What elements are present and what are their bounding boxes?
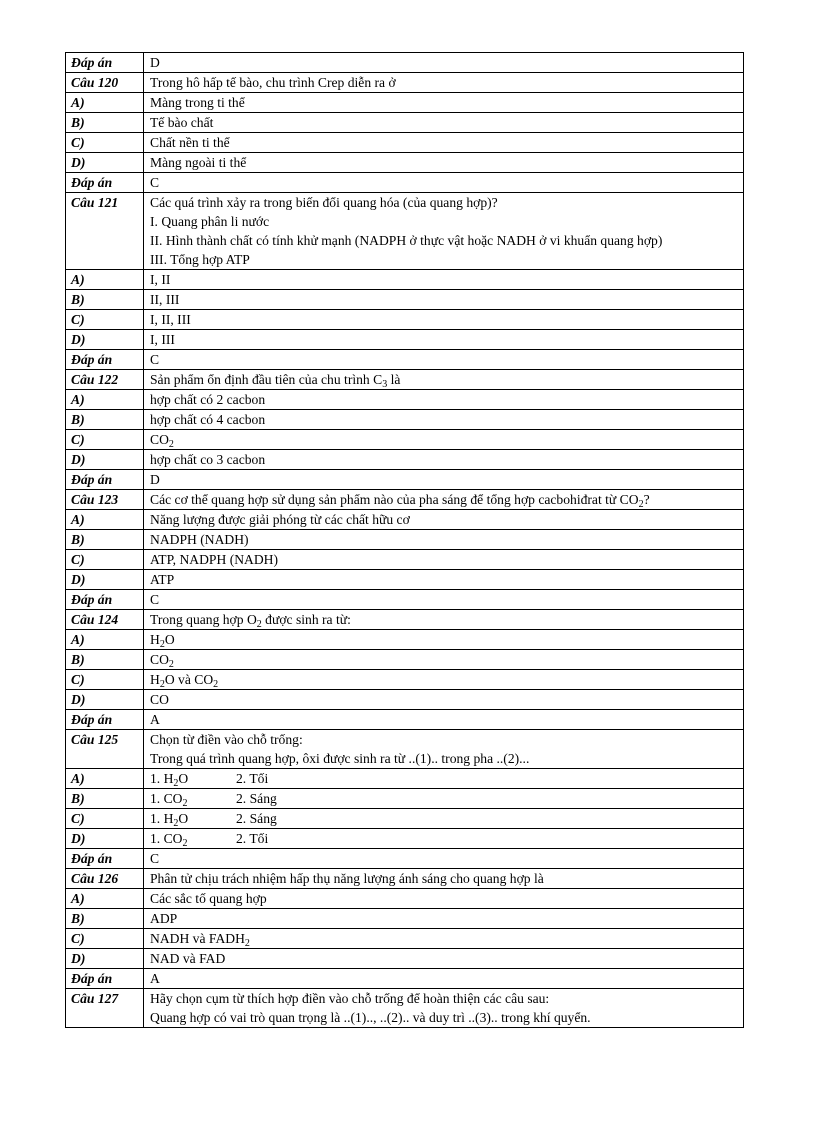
question-row: [66, 869, 744, 889]
option-row: [66, 690, 744, 710]
option-label: A): [66, 93, 144, 113]
quiz-table: [65, 52, 744, 1028]
text-run: Màng trong ti thể: [150, 95, 245, 110]
option-text: [144, 650, 744, 670]
text-line: [150, 749, 737, 768]
option-label: B): [66, 789, 144, 809]
text-line: [150, 949, 737, 968]
option-label: A): [66, 889, 144, 909]
answer-row: [66, 173, 744, 193]
text-run: Các sắc tố quang hợp: [150, 891, 267, 906]
subscript: 2: [213, 679, 219, 690]
option-label: C): [66, 809, 144, 829]
text-run: Chọn từ điền vào chỗ trống:: [150, 732, 303, 747]
question-text: [144, 370, 744, 390]
subscript: 2: [173, 778, 179, 789]
question-text: [144, 490, 744, 510]
text-run: Trong hô hấp tế bào, chu trình Crep diễn ra ở: [150, 75, 396, 90]
option-label: A): [66, 510, 144, 530]
text-run: O: [164, 632, 175, 647]
text-line: [150, 93, 737, 112]
text-run: 2. Sáng: [236, 791, 277, 806]
answer-label: Đáp án: [66, 590, 144, 610]
option-text: [144, 690, 744, 710]
text-line: [150, 1008, 737, 1027]
answer-value: [144, 590, 744, 610]
text-run: III. Tổng hợp ATP: [150, 252, 250, 267]
text-run: Chất nền ti thể: [150, 135, 230, 150]
option-text: [144, 530, 744, 550]
text-run: 1. CO: [150, 791, 183, 806]
answer-row: [66, 710, 744, 730]
option-text: [144, 113, 744, 133]
option-label: B): [66, 290, 144, 310]
text-line: [150, 869, 737, 888]
text-run: CO: [150, 432, 169, 447]
option-label: D): [66, 570, 144, 590]
option-row: [66, 650, 744, 670]
text-line: [150, 849, 737, 868]
text-run: 2. Tối: [236, 831, 269, 846]
option-text: [144, 789, 744, 809]
option-label: A): [66, 390, 144, 410]
tab-column: [150, 829, 236, 848]
text-run: ATP: [150, 572, 175, 587]
text-line: [150, 113, 737, 132]
text-run: H: [150, 632, 160, 647]
option-label: B): [66, 650, 144, 670]
option-row: [66, 670, 744, 690]
option-row: [66, 769, 744, 789]
option-text: [144, 889, 744, 909]
text-run: Các cơ thể quang hợp sử dụng sản phẩm nào của pha sáng để tổng hợp cacbohiđrat từ CO: [150, 492, 639, 507]
option-row: [66, 929, 744, 949]
question-number: Câu 123: [66, 490, 144, 510]
answer-label: Đáp án: [66, 173, 144, 193]
text-run: NADPH (NADH): [150, 532, 249, 547]
option-label: C): [66, 929, 144, 949]
question-number: Câu 124: [66, 610, 144, 630]
option-label: B): [66, 530, 144, 550]
option-label: B): [66, 113, 144, 133]
option-label: A): [66, 270, 144, 290]
question-row: [66, 73, 744, 93]
text-run: ?: [643, 492, 650, 507]
option-label: A): [66, 630, 144, 650]
text-line: [150, 809, 737, 828]
option-row: [66, 270, 744, 290]
answer-row: [66, 53, 744, 73]
option-row: [66, 113, 744, 133]
option-label: A): [66, 769, 144, 789]
option-label: D): [66, 690, 144, 710]
question-text: [144, 610, 744, 630]
option-text: [144, 290, 744, 310]
answer-value: [144, 710, 744, 730]
subscript: 2: [182, 798, 188, 809]
text-line: [150, 53, 737, 72]
option-text: [144, 570, 744, 590]
option-row: [66, 949, 744, 969]
text-run: A: [150, 712, 160, 727]
text-line: [150, 450, 737, 469]
option-row: [66, 133, 744, 153]
option-label: D): [66, 450, 144, 470]
option-label: D): [66, 949, 144, 969]
option-row: [66, 570, 744, 590]
question-number: Câu 125: [66, 730, 144, 769]
option-row: [66, 390, 744, 410]
answer-label: Đáp án: [66, 53, 144, 73]
option-text: [144, 410, 744, 430]
text-run: H: [150, 672, 160, 687]
text-run: I, II: [150, 272, 171, 287]
subscript: 2: [638, 499, 644, 510]
option-row: [66, 889, 744, 909]
text-line: [150, 193, 737, 212]
option-row: [66, 410, 744, 430]
answer-value: [144, 53, 744, 73]
tab-column: [150, 809, 236, 828]
text-line: [150, 490, 737, 509]
text-line: [150, 173, 737, 192]
text-run: Năng lượng được giải phóng từ các chất hữu cơ: [150, 512, 410, 527]
option-row: [66, 310, 744, 330]
text-run: hợp chất có 2 cacbon: [150, 392, 266, 407]
answer-row: [66, 590, 744, 610]
option-text: [144, 510, 744, 530]
option-row: [66, 829, 744, 849]
text-run: Các quá trình xảy ra trong biến đổi quang hóa (của quang hợp)?: [150, 195, 498, 210]
text-run: O và CO: [164, 672, 214, 687]
text-line: [150, 909, 737, 928]
option-text: [144, 153, 744, 173]
text-run: Màng ngoài ti thể: [150, 155, 247, 170]
text-line: [150, 670, 737, 689]
text-line: [150, 730, 737, 749]
text-line: [150, 550, 737, 569]
answer-value: [144, 969, 744, 989]
subscript: 2: [244, 938, 250, 949]
option-text: [144, 909, 744, 929]
question-text: [144, 73, 744, 93]
text-run: 2. Sáng: [236, 811, 277, 826]
option-text: [144, 310, 744, 330]
text-line: [150, 153, 737, 172]
answer-label: Đáp án: [66, 350, 144, 370]
text-run: 1. H: [150, 771, 174, 786]
option-text: [144, 809, 744, 829]
text-line: [150, 250, 737, 269]
option-text: [144, 949, 744, 969]
option-row: [66, 909, 744, 929]
text-run: C: [150, 592, 160, 607]
subscript: 2: [173, 818, 179, 829]
text-run: A: [150, 971, 160, 986]
question-number: Câu 122: [66, 370, 144, 390]
subscript: 2: [159, 679, 165, 690]
text-run: hợp chất có 4 cacbon: [150, 412, 266, 427]
text-line: [150, 470, 737, 489]
option-row: [66, 450, 744, 470]
text-line: [150, 769, 737, 788]
tab-column: [150, 789, 236, 808]
text-run: Sản phẩm ổn định đầu tiên của chu trình C: [150, 372, 383, 387]
text-run: O: [178, 771, 189, 786]
text-run: là: [387, 372, 401, 387]
option-text: [144, 829, 744, 849]
text-run: 2. Tối: [236, 771, 269, 786]
text-run: Hãy chọn cụm từ thích hợp điền vào chỗ trống để hoàn thiện các câu sau:: [150, 991, 550, 1006]
text-run: C: [150, 851, 160, 866]
option-row: [66, 789, 744, 809]
answer-row: [66, 350, 744, 370]
answer-label: Đáp án: [66, 849, 144, 869]
option-row: [66, 630, 744, 650]
subscript: 2: [256, 619, 262, 630]
text-line: [150, 889, 737, 908]
text-line: [150, 590, 737, 609]
option-text: [144, 133, 744, 153]
text-line: [150, 330, 737, 349]
text-line: [150, 530, 737, 549]
question-row: [66, 730, 744, 769]
text-line: [150, 410, 737, 429]
option-row: [66, 430, 744, 450]
answer-label: Đáp án: [66, 969, 144, 989]
text-line: [150, 650, 737, 669]
option-row: [66, 809, 744, 829]
text-run: D: [150, 472, 160, 487]
option-label: D): [66, 330, 144, 350]
text-line: [150, 270, 737, 289]
option-text: [144, 330, 744, 350]
subscript: 2: [182, 838, 188, 849]
answer-value: [144, 350, 744, 370]
text-run: C: [150, 175, 160, 190]
answer-value: [144, 849, 744, 869]
option-text: [144, 630, 744, 650]
answer-row: [66, 849, 744, 869]
text-line: [150, 989, 737, 1008]
text-run: Quang hợp có vai trò quan trọng là ..(1).., ..(2).. và duy trì ..(3).. trong khí quyển.: [150, 1010, 591, 1025]
text-run: I. Quang phân li nước: [150, 214, 270, 229]
option-row: [66, 510, 744, 530]
text-line: [150, 510, 737, 529]
option-text: [144, 550, 744, 570]
question-row: [66, 370, 744, 390]
text-line: [150, 710, 737, 729]
question-number: Câu 121: [66, 193, 144, 270]
option-row: [66, 153, 744, 173]
tab-column: [150, 769, 236, 788]
option-text: [144, 769, 744, 789]
text-line: [150, 350, 737, 369]
option-text: [144, 929, 744, 949]
text-line: [150, 390, 737, 409]
option-label: D): [66, 829, 144, 849]
text-run: Tế bào chất: [150, 115, 214, 130]
question-row: [66, 490, 744, 510]
text-line: [150, 310, 737, 329]
option-row: [66, 93, 744, 113]
question-text: [144, 193, 744, 270]
option-row: [66, 550, 744, 570]
text-run: ATP, NADPH (NADH): [150, 552, 279, 567]
text-run: CO: [150, 652, 169, 667]
option-row: [66, 290, 744, 310]
answer-label: Đáp án: [66, 710, 144, 730]
text-run: 1. H: [150, 811, 174, 826]
text-line: [150, 570, 737, 589]
subscript: 3: [382, 379, 388, 390]
option-row: [66, 530, 744, 550]
text-line: [150, 290, 737, 309]
subscript: 2: [168, 659, 174, 670]
text-line: [150, 969, 737, 988]
text-run: NADH và FADH: [150, 931, 245, 946]
answer-value: [144, 470, 744, 490]
question-row: [66, 193, 744, 270]
option-row: [66, 330, 744, 350]
question-row: [66, 989, 744, 1028]
question-text: [144, 730, 744, 769]
text-run: I, III: [150, 332, 175, 347]
text-run: II, III: [150, 292, 180, 307]
question-row: [66, 610, 744, 630]
subscript: 2: [159, 639, 165, 650]
text-run: C: [150, 352, 160, 367]
text-line: [150, 630, 737, 649]
option-label: C): [66, 310, 144, 330]
option-text: [144, 670, 744, 690]
answer-label: Đáp án: [66, 470, 144, 490]
question-text: [144, 869, 744, 889]
text-line: [150, 610, 737, 629]
quiz-table-body: [66, 53, 744, 1028]
question-number: Câu 127: [66, 989, 144, 1028]
text-line: [150, 370, 737, 389]
answer-row: [66, 470, 744, 490]
text-run: D: [150, 55, 160, 70]
text-run: Phân tử chịu trách nhiệm hấp thụ năng lượng ánh sáng cho quang hợp là: [150, 871, 544, 886]
text-line: [150, 133, 737, 152]
text-line: [150, 231, 737, 250]
question-number: Câu 120: [66, 73, 144, 93]
option-label: C): [66, 670, 144, 690]
option-text: [144, 430, 744, 450]
option-label: D): [66, 153, 144, 173]
text-run: II. Hình thành chất có tính khử mạnh (NADPH ở thực vật hoặc NADH ở vi khuẩn quang hợp): [150, 233, 663, 248]
text-run: hợp chất co 3 cacbon: [150, 452, 266, 467]
subscript: 2: [168, 439, 174, 450]
text-run: 1. CO: [150, 831, 183, 846]
answer-row: [66, 969, 744, 989]
text-run: CO: [150, 692, 169, 707]
question-number: Câu 126: [66, 869, 144, 889]
text-run: O: [178, 811, 189, 826]
text-line: [150, 212, 737, 231]
text-line: [150, 929, 737, 948]
question-text: [144, 989, 744, 1028]
option-label: B): [66, 909, 144, 929]
option-text: [144, 390, 744, 410]
option-text: [144, 270, 744, 290]
option-label: B): [66, 410, 144, 430]
option-text: [144, 450, 744, 470]
text-run: I, II, III: [150, 312, 191, 327]
option-label: C): [66, 430, 144, 450]
option-label: C): [66, 133, 144, 153]
text-run: NAD và FAD: [150, 951, 226, 966]
text-run: Trong quá trình quang hợp, ôxi được sinh ra từ ..(1).. trong pha ..(2)...: [150, 751, 530, 766]
text-run: Trong quang hợp O: [150, 612, 257, 627]
text-run: ADP: [150, 911, 178, 926]
text-line: [150, 73, 737, 92]
text-line: [150, 829, 737, 848]
option-label: C): [66, 550, 144, 570]
text-line: [150, 690, 737, 709]
text-run: được sinh ra từ:: [261, 612, 351, 627]
option-text: [144, 93, 744, 113]
text-line: [150, 430, 737, 449]
answer-value: [144, 173, 744, 193]
text-line: [150, 789, 737, 808]
